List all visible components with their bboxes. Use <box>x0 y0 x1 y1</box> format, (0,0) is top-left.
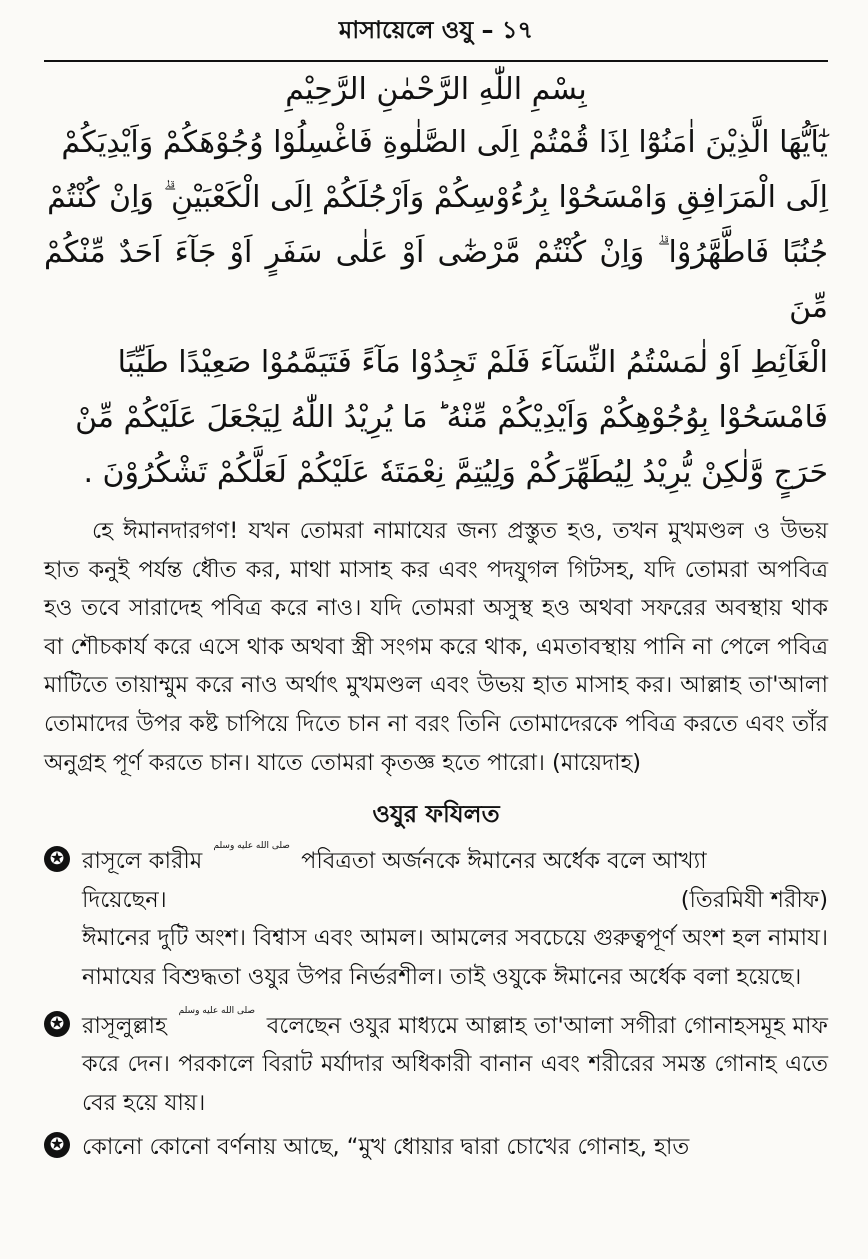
list-item: ✪ কোনো কোনো বর্ণনায় আছে, “মুখ ধোয়ার দ্বারা চোখের গোনাহ, হাত <box>44 1128 828 1167</box>
star-circle-icon: ✪ <box>44 846 70 872</box>
section-title: ওযুর ফযিলত <box>372 800 500 829</box>
running-head: মাসায়েলে ওযু – ১৭ <box>44 0 828 62</box>
verse-line: يٰٓاَيُّهَا الَّذِيْنَ اٰمَنُوْٓا اِذَا قُمْتُمْ اِلَى الصَّلٰوةِ فَاغْسِلُوْا وُجُوْهَكُمْ وَاَيْدِيَكُمْ <box>61 125 828 160</box>
verse-line: فَامْسَحُوْا بِوُجُوْهِكُمْ وَاَيْدِيْكُمْ مِّنْهُ ؕ مَا يُرِيْدُ اللّٰهُ لِيَجْعَلَ عَلَيْكُمْ مِّنْ <box>75 400 828 435</box>
verse-line: جُنُبًا فَاطَّهَّرُوْا ۗ وَاِنْ كُنْتُمْ مَّرْضٰٓى اَوْ عَلٰى سَفَرٍ اَوْ جَآءَ اَحَدٌ مِّنْكُمْ مِّنَ <box>44 235 828 325</box>
verse-translation: হে ঈমানদারগণ! যখন তোমরা নামাযের জন্য প্রস্তুত হও, তখন মুখমণ্ডল ও উভয় হাত কনুই পর্যন্ত ধৌত কর, মাথা মাসাহ কর এবং পদযুগল গিটসহ, যদি তোমরা অপবিত্র হও তবে সারাদেহ পবিত্র করে নাও। যদি তোমরা অসুস্থ হও অথবা সফরের অবস্থায় থাক বা শৌচকার্য করে এসে থাক অথবা স্ত্রী সংগম করে থাক, এমতাবস্থায় পানি না পেলে পবিত্র মাটিতে তায়াম্মুম করে নাও অর্থাৎ মুখমণ্ডল এবং উভয় হাত মাসাহ কর। আল্লাহ তা'আলা তোমাদের উপর কষ্ট চাপিয়ে দিতে চান না বরং তিনি তোমাদেরকে পবিত্র করতে এবং তাঁর অনুগ্রহ পূর্ণ করতে চান। যাতে তোমরা কৃতজ্ঞ হতে পারো। (মায়েদাহ) <box>44 518 828 776</box>
verse-line: حَرَجٍ وَّلٰكِنْ يُّرِيْدُ لِيُطَهِّرَكُمْ وَلِيُتِمَّ نِعْمَتَهٗ عَلَيْكُمْ لَعَلَّكُمْ تَشْكُرُوْنَ . <box>83 455 828 490</box>
reference-line: দিয়েছেন। (তিরমিযী শরীফ) <box>82 881 828 920</box>
list-item: ✪ রাসূলে কারীম صلى الله عليه وسلم পবিত্রতা অর্জনকে ঈমানের অর্ধেক বলে আখ্যা দিয়েছেন। (তিরমিযী শরীফ) <box>44 842 828 919</box>
star-circle-icon: ✪ <box>44 1011 70 1037</box>
bullet-note: ঈমানের দুটি অংশ। বিশ্বাস এবং আমল। আমলের সবচেয়ে গুরুত্বপূর্ণ অংশ হল নামায। নামাযের বিশুদ্ধতা ওযুর উপর নির্ভরশীল। তাই ওযুকে ঈমানের অর্ধেক বলা হয়েছে। <box>82 925 828 990</box>
star-circle-icon: ✪ <box>44 1132 70 1158</box>
verse-line: الْغَآئِطِ اَوْ لٰمَسْتُمُ النِّسَآءَ فَلَمْ تَجِدُوْا مَآءً فَتَيَمَّمُوْا صَعِيْدًا طَيِّبًا <box>117 345 828 380</box>
salutation-glyph: صلى الله عليه وسلم <box>178 1005 256 1016</box>
verse-line: اِلَى الْمَرَافِقِ وَامْسَحُوْا بِرُءُوْسِكُمْ وَاَرْجُلَكُمْ اِلَى الْكَعْبَيْنِ ۗ وَاِنْ كُنْتُمْ <box>47 180 828 215</box>
salutation-glyph: صلى الله عليه وسلم <box>213 841 290 852</box>
list-item: ✪ রাসূলুল্লাহ صلى الله عليه وسلم বলেছেন ওযুর মাধ্যমে আল্লাহ তা'আলা সগীরা গোনাহসমূহ মাফ করে দেন। পরকালে বিরাট মর্যাদার অধিকারী বানান এবং শরীরের সমস্ত গোনাহ এতে বের হয়ে যায়। <box>44 1007 828 1123</box>
basmala: بِسْمِ اللّٰهِ الرَّحْمٰنِ الرَّحِيْمِ <box>285 72 587 107</box>
quran-verse <box>44 115 828 500</box>
hadith-reference: (তিরমিযী শরীফ) <box>680 886 828 913</box>
